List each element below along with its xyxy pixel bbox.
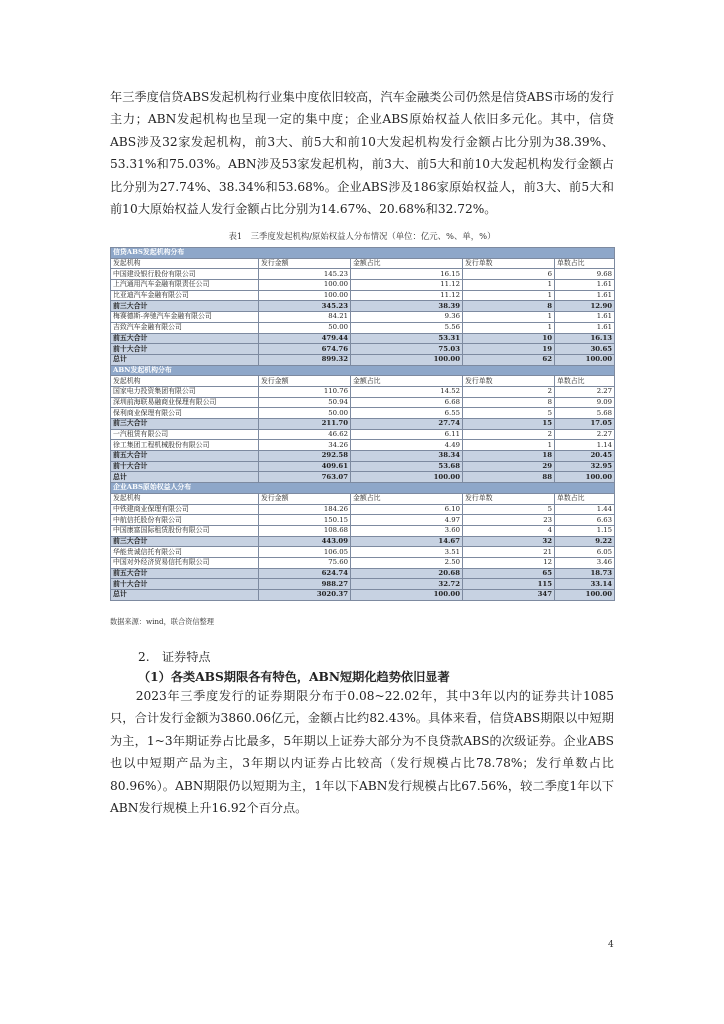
table-caption: 表1 三季度发起机构/原始权益人分布情况（单位：亿元、%、单，%） (228, 231, 496, 241)
value-cell: 88 (463, 472, 555, 483)
value-cell: 1.61 (555, 280, 615, 291)
table-row (111, 429, 615, 440)
table-total-row (111, 579, 615, 590)
value-cell: 27.74 (351, 419, 463, 430)
value-cell: 32.95 (555, 461, 615, 472)
column-header-cell: 发行金额 (259, 376, 351, 387)
value-cell: 12.90 (555, 301, 615, 312)
value-cell: 6.11 (351, 429, 463, 440)
value-cell: 10 (463, 333, 555, 344)
value-cell: 4.97 (351, 515, 463, 526)
institution-cell: 国家电力投资集团有限公司 (111, 386, 259, 397)
institution-cell: 总计 (111, 354, 259, 365)
table-row (111, 557, 615, 568)
table-row (111, 440, 615, 451)
institution-cell: 中国建设银行股份有限公司 (111, 269, 259, 280)
value-cell: 21 (463, 547, 555, 558)
value-cell: 75.03 (351, 344, 463, 355)
value-cell: 16.13 (555, 333, 615, 344)
value-cell: 674.76 (259, 344, 351, 355)
body-paragraph: 2023年三季度发行的证券期限分布于0.08~22.02年，其中3年以内的证券共计1085只，合计发行金额为3860.06亿元，金额占比约82.43%。具体来看，信贷ABS期限以中短期为主，1~3年期证券占比最多，5年期以上证券大部分为不良贷款ABS的次级证券。企业ABS也以中短期产品为主，3年期以内证券占比较高（发行规模占比78.78%；发行单数占比80.96%）。ABN期限仍以短期为主，1年以下ABN发行规模占比67.56%，较二季度1年以下ABN发行规模上升16.92个百分点。 (110, 689, 614, 816)
institution-cell: 前十大合计 (111, 461, 259, 472)
value-cell: 150.15 (259, 515, 351, 526)
value-cell: 100.00 (351, 354, 463, 365)
table-row (111, 525, 615, 536)
value-cell: 100.00 (555, 472, 615, 483)
institution-cell: 前十大合计 (111, 344, 259, 355)
institution-cell: 前十大合计 (111, 579, 259, 590)
value-cell: 2 (463, 386, 555, 397)
column-header-cell: 单数占比 (555, 258, 615, 269)
value-cell: 1.61 (555, 312, 615, 323)
value-cell: 1.44 (555, 504, 615, 515)
table-section-header (111, 248, 615, 259)
table-source: 数据来源：wind，联合资信整理 (110, 617, 214, 626)
table-total-row (111, 461, 615, 472)
issuer-distribution-table (110, 247, 615, 601)
institution-cell: 徐工集团工程机械股份有限公司 (111, 440, 259, 451)
value-cell: 106.05 (259, 547, 351, 558)
institution-cell: 前三大合计 (111, 419, 259, 430)
intro-paragraph: 年三季度信贷ABS发起机构行业集中度依旧较高，汽车金融类公司仍然是信贷ABS市场的发行主力；ABN发起机构也呈现一定的集中度；企业ABS原始权益人依旧多元化。其中，信贷ABS涉及32家发起机构，前3大、前5大和前10大发起机构发行金额占比分别为38.39%、53.31%和75.03%。ABN涉及53家发起机构，前3大、前5大和前10大发起机构发行金额占比分别为27.74%、38.34%和53.68%。企业ABS涉及186家原始权益人，前3大、前5大和前10大原始权益人发行金额占比分别为14.67%、20.68%和32.72%。 (110, 90, 614, 217)
institution-cell: 总计 (111, 472, 259, 483)
value-cell: 9.22 (555, 536, 615, 547)
institution-cell: 总计 (111, 590, 259, 601)
value-cell: 6.10 (351, 504, 463, 515)
value-cell: 20.68 (351, 568, 463, 579)
value-cell: 988.27 (259, 579, 351, 590)
institution-cell: 上汽通用汽车金融有限责任公司 (111, 280, 259, 291)
value-cell: 65 (463, 568, 555, 579)
value-cell: 50.94 (259, 397, 351, 408)
value-cell: 6 (463, 269, 555, 280)
table-row (111, 280, 615, 291)
value-cell: 1 (463, 290, 555, 301)
value-cell: 145.23 (259, 269, 351, 280)
value-cell: 4.49 (351, 440, 463, 451)
value-cell: 100.00 (259, 290, 351, 301)
value-cell: 2 (463, 429, 555, 440)
table-row (111, 269, 615, 280)
institution-cell: 比亚迪汽车金融有限公司 (111, 290, 259, 301)
institution-cell: 前五大合计 (111, 568, 259, 579)
institution-cell: 中国康富国际租赁股份有限公司 (111, 525, 259, 536)
column-header-cell: 金额占比 (351, 493, 463, 504)
institution-cell: 前五大合计 (111, 333, 259, 344)
value-cell: 9.36 (351, 312, 463, 323)
value-cell: 409.61 (259, 461, 351, 472)
table-total-row (111, 419, 615, 430)
value-cell: 12 (463, 557, 555, 568)
institution-cell: 前三大合计 (111, 536, 259, 547)
table-row (111, 515, 615, 526)
value-cell: 75.60 (259, 557, 351, 568)
value-cell: 2.50 (351, 557, 463, 568)
section-title: 信贷ABS发起机构分布 (111, 248, 615, 259)
value-cell: 6.55 (351, 408, 463, 419)
value-cell: 53.31 (351, 333, 463, 344)
value-cell: 50.00 (259, 408, 351, 419)
value-cell: 110.76 (259, 386, 351, 397)
institution-cell: 中铁建商业保理有限公司 (111, 504, 259, 515)
value-cell: 100.00 (351, 590, 463, 601)
value-cell: 3.51 (351, 547, 463, 558)
value-cell: 5 (463, 504, 555, 515)
institution-cell: 中国对外经济贸易信托有限公司 (111, 557, 259, 568)
column-header-cell: 发行单数 (463, 376, 555, 387)
value-cell: 3.46 (555, 557, 615, 568)
value-cell: 763.07 (259, 472, 351, 483)
value-cell: 8 (463, 397, 555, 408)
value-cell: 1 (463, 322, 555, 333)
value-cell: 30.65 (555, 344, 615, 355)
value-cell: 9.09 (555, 397, 615, 408)
table-total-row (111, 451, 615, 462)
institution-cell: 华能贵诚信托有限公司 (111, 547, 259, 558)
value-cell: 184.26 (259, 504, 351, 515)
column-header-cell: 发行金额 (259, 258, 351, 269)
value-cell: 8 (463, 301, 555, 312)
column-header-cell: 发起机构 (111, 376, 259, 387)
section-title: 企业ABS原始权益人分布 (111, 483, 615, 494)
value-cell: 2.27 (555, 429, 615, 440)
value-cell: 9.68 (555, 269, 615, 280)
table-column-header (111, 258, 615, 269)
table-section-header (111, 365, 615, 376)
value-cell: 16.15 (351, 269, 463, 280)
value-cell: 1.61 (555, 322, 615, 333)
institution-cell: 一汽租赁有限公司 (111, 429, 259, 440)
value-cell: 34.26 (259, 440, 351, 451)
value-cell: 292.58 (259, 451, 351, 462)
value-cell: 14.52 (351, 386, 463, 397)
table-row (111, 408, 615, 419)
institution-cell: 深圳前海联易融商业保理有限公司 (111, 397, 259, 408)
value-cell: 1.61 (555, 290, 615, 301)
institution-cell: 中航信托股份有限公司 (111, 515, 259, 526)
value-cell: 32.72 (351, 579, 463, 590)
value-cell: 1 (463, 440, 555, 451)
value-cell: 6.68 (351, 397, 463, 408)
value-cell: 18 (463, 451, 555, 462)
column-header-cell: 发起机构 (111, 493, 259, 504)
column-header-cell: 发起机构 (111, 258, 259, 269)
value-cell: 115 (463, 579, 555, 590)
value-cell: 32 (463, 536, 555, 547)
column-header-cell: 金额占比 (351, 258, 463, 269)
table-total-row (111, 536, 615, 547)
table-row (111, 322, 615, 333)
value-cell: 3.60 (351, 525, 463, 536)
institution-cell: 保利商业保理有限公司 (111, 408, 259, 419)
value-cell: 1.15 (555, 525, 615, 536)
table-total-row (111, 344, 615, 355)
table-row (111, 397, 615, 408)
table-total-row (111, 333, 615, 344)
table-section-header (111, 483, 615, 494)
table-total-row (111, 301, 615, 312)
value-cell: 29 (463, 461, 555, 472)
value-cell: 20.45 (555, 451, 615, 462)
value-cell: 100.00 (555, 590, 615, 601)
table-row (111, 312, 615, 323)
institution-cell: 吉致汽车金融有限公司 (111, 322, 259, 333)
value-cell: 5.68 (555, 408, 615, 419)
table-total-row (111, 590, 615, 601)
table-total-row (111, 354, 615, 365)
value-cell: 443.09 (259, 536, 351, 547)
value-cell: 53.68 (351, 461, 463, 472)
value-cell: 345.23 (259, 301, 351, 312)
institution-cell: 梅赛德斯-奔驰汽车金融有限公司 (111, 312, 259, 323)
value-cell: 23 (463, 515, 555, 526)
value-cell: 899.32 (259, 354, 351, 365)
subheading: （1）各类ABS期限各有特色，ABN短期化趋势依旧显著 (138, 670, 450, 684)
value-cell: 11.12 (351, 280, 463, 291)
value-cell: 211.70 (259, 419, 351, 430)
page-number: 4 (608, 940, 614, 950)
value-cell: 14.67 (351, 536, 463, 547)
value-cell: 5.56 (351, 322, 463, 333)
value-cell: 50.00 (259, 322, 351, 333)
section-heading: 2. 证券特点 (138, 650, 211, 664)
value-cell: 2.27 (555, 386, 615, 397)
value-cell: 479.44 (259, 333, 351, 344)
value-cell: 4 (463, 525, 555, 536)
table-row (111, 504, 615, 515)
value-cell: 6.05 (555, 547, 615, 558)
value-cell: 38.39 (351, 301, 463, 312)
value-cell: 15 (463, 419, 555, 430)
value-cell: 19 (463, 344, 555, 355)
table-row (111, 547, 615, 558)
table-column-header (111, 376, 615, 387)
value-cell: 624.74 (259, 568, 351, 579)
value-cell: 100.00 (351, 472, 463, 483)
value-cell: 33.14 (555, 579, 615, 590)
value-cell: 17.05 (555, 419, 615, 430)
value-cell: 18.73 (555, 568, 615, 579)
value-cell: 46.62 (259, 429, 351, 440)
value-cell: 347 (463, 590, 555, 601)
value-cell: 38.34 (351, 451, 463, 462)
institution-cell: 前五大合计 (111, 451, 259, 462)
table-row (111, 290, 615, 301)
value-cell: 11.12 (351, 290, 463, 301)
value-cell: 5 (463, 408, 555, 419)
column-header-cell: 发行金额 (259, 493, 351, 504)
value-cell: 62 (463, 354, 555, 365)
value-cell: 1 (463, 312, 555, 323)
value-cell: 84.21 (259, 312, 351, 323)
institution-cell: 前三大合计 (111, 301, 259, 312)
value-cell: 1.14 (555, 440, 615, 451)
value-cell: 1 (463, 280, 555, 291)
value-cell: 100.00 (555, 354, 615, 365)
table-column-header (111, 493, 615, 504)
value-cell: 3020.37 (259, 590, 351, 601)
table-total-row (111, 472, 615, 483)
column-header-cell: 金额占比 (351, 376, 463, 387)
table-row (111, 386, 615, 397)
table-total-row (111, 568, 615, 579)
section-title: ABN发起机构分布 (111, 365, 615, 376)
value-cell: 100.00 (259, 280, 351, 291)
column-header-cell: 发行单数 (463, 493, 555, 504)
column-header-cell: 单数占比 (555, 493, 615, 504)
value-cell: 6.63 (555, 515, 615, 526)
column-header-cell: 单数占比 (555, 376, 615, 387)
column-header-cell: 发行单数 (463, 258, 555, 269)
value-cell: 108.68 (259, 525, 351, 536)
